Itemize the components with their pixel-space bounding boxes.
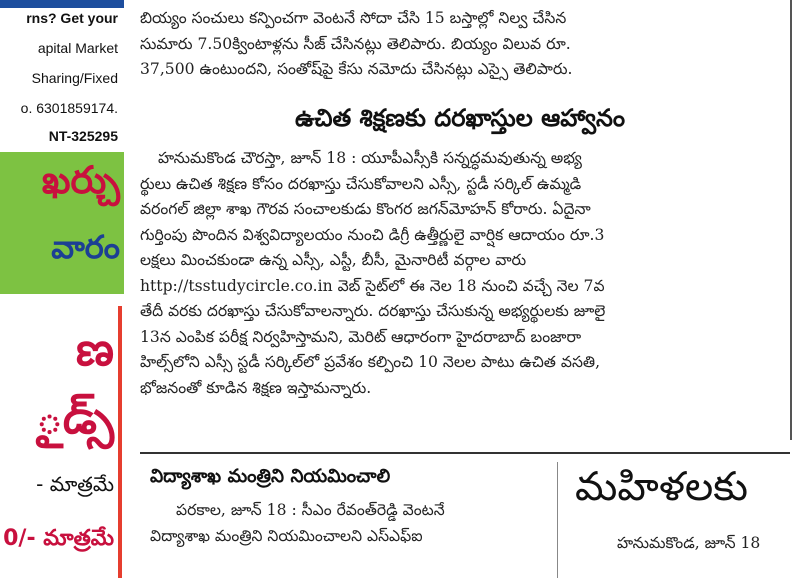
article-line: ర్థులు ఉచిత శిక్షణ కోసం దరఖాస్తు చేసుకోవాలని ఎస్సీ, స్టడీ సర్కిల్ ఉమ్మడి <box>140 174 582 193</box>
ad-title-part2: ౖడ్స్ <box>36 390 114 444</box>
article-line: హిల్స్‌లోని ఎస్సీ స్టడీ సర్కిల్‌లో ప్రవేశం కల్పించి 10 నెలల పాటు ఉచిత వసతి, <box>140 353 601 371</box>
green-ad <box>0 152 124 294</box>
ad-price-label: - మాత్రమే <box>36 472 114 496</box>
column-divider <box>557 462 558 578</box>
article-line: పరకాల, జూన్ 18 : సీఎం రేవంత్‌రెడ్డి వెంటనే <box>176 501 445 519</box>
article-education-minister <box>150 466 550 549</box>
ad-text-line: Sharing/Fixed <box>31 70 118 86</box>
ad-subheadline: వారం <box>51 228 120 266</box>
article-line: లక్షలు మించకుండా ఉన్న ఎస్సీ, ఎస్టీ, బీసీ, మైనారిటీ వర్గాల వారు <box>140 251 527 269</box>
article-women <box>575 464 800 556</box>
article-line: బియ్యం సంచులు కన్పించగా వెంటనే సోదా చేసి 15 బస్తాల్లో నిల్వ చేసిన <box>140 9 567 27</box>
ad-text-line: rns? Get your <box>26 10 118 26</box>
article-headline: ఉచిత శిక్షణకు దరఖాస్తుల ఆహ్వానం <box>294 104 626 132</box>
article-line: హనుమకొండ, జూన్ 18 <box>617 534 761 552</box>
ad-price: 0/- మాత్రమే <box>3 526 114 551</box>
article-body <box>150 497 550 549</box>
main-article-area <box>140 0 780 450</box>
article-line: హనుమకొండ చౌరస్తా, జూన్ 18 : యూపీఎస్సీకి సన్నద్ధమవుతున్న అభ్య <box>158 149 582 167</box>
ad-text-line: apital Market <box>37 40 118 56</box>
left-ad-column <box>0 0 124 578</box>
article-line: విద్యాశాఖ మంత్రిని నియమించాలని ఎస్ఎఫ్ఐ <box>150 527 423 545</box>
article-headline: మహిళలకు <box>575 464 748 510</box>
classified-ad <box>0 0 124 152</box>
article-line: 37,500 ఉంటుందని, సంతోష్‌పై కేసు నమోదు చేసినట్లు ఎస్సై తెలిపారు. <box>140 60 573 78</box>
article-line: తేదీ వరకు దరఖాస్తు చేసుకోవాలన్నారు. దరఖాస్తు చేసుకున్న అభ్యర్థులకు జూలై <box>140 302 606 320</box>
section-divider <box>140 452 790 454</box>
ad-headline: ఖర్చు <box>41 158 120 202</box>
article-line: 13న ఎంపిక పరీక్ష నిర్వహిస్తామని, మెరిట్ ఆధారంగా హైదరాబాద్ బంజారా <box>140 327 582 346</box>
ad-header-bar <box>0 0 124 8</box>
article-line: వరంగల్ జిల్లా శాఖ గౌరవ సంచాలకుడు కొంగర జగన్‌మోహన్ కోరారు. ఏదైనా <box>140 200 591 218</box>
article-line: http://tsstudycircle.co.in వెబ్ సైట్‌లో ఈ నెల 18 నుంచి వచ్చే నెల 7వ <box>140 276 605 295</box>
article-line: భోజనంతో కూడిన శిక్షణ ఇస్తామన్నారు. <box>140 378 372 397</box>
article-line: గుర్తింపు పొందిన విశ్వవిద్యాలయం నుంచి డిగ్రీ ఉత్తీర్ణులై వార్షిక ఆదాయం రూ.3 <box>140 225 605 244</box>
article-tail <box>140 6 572 83</box>
ad-code: NT-325295 <box>48 128 118 144</box>
article-line: సుమారు 7.50క్వింటాళ్లను సీజ్ చేసినట్లు తెలిపారు. బియ్యం విలువ రూ. <box>140 34 571 53</box>
column-divider <box>790 0 792 440</box>
article-body <box>140 146 605 401</box>
ad-title-part1: ణ <box>76 322 114 376</box>
ad-text-line: o. 6301859174. <box>20 100 118 116</box>
article-headline: విద్యాశాఖ మంత్రిని నియమించాలి <box>150 466 391 487</box>
red-bordered-ad <box>0 306 122 578</box>
